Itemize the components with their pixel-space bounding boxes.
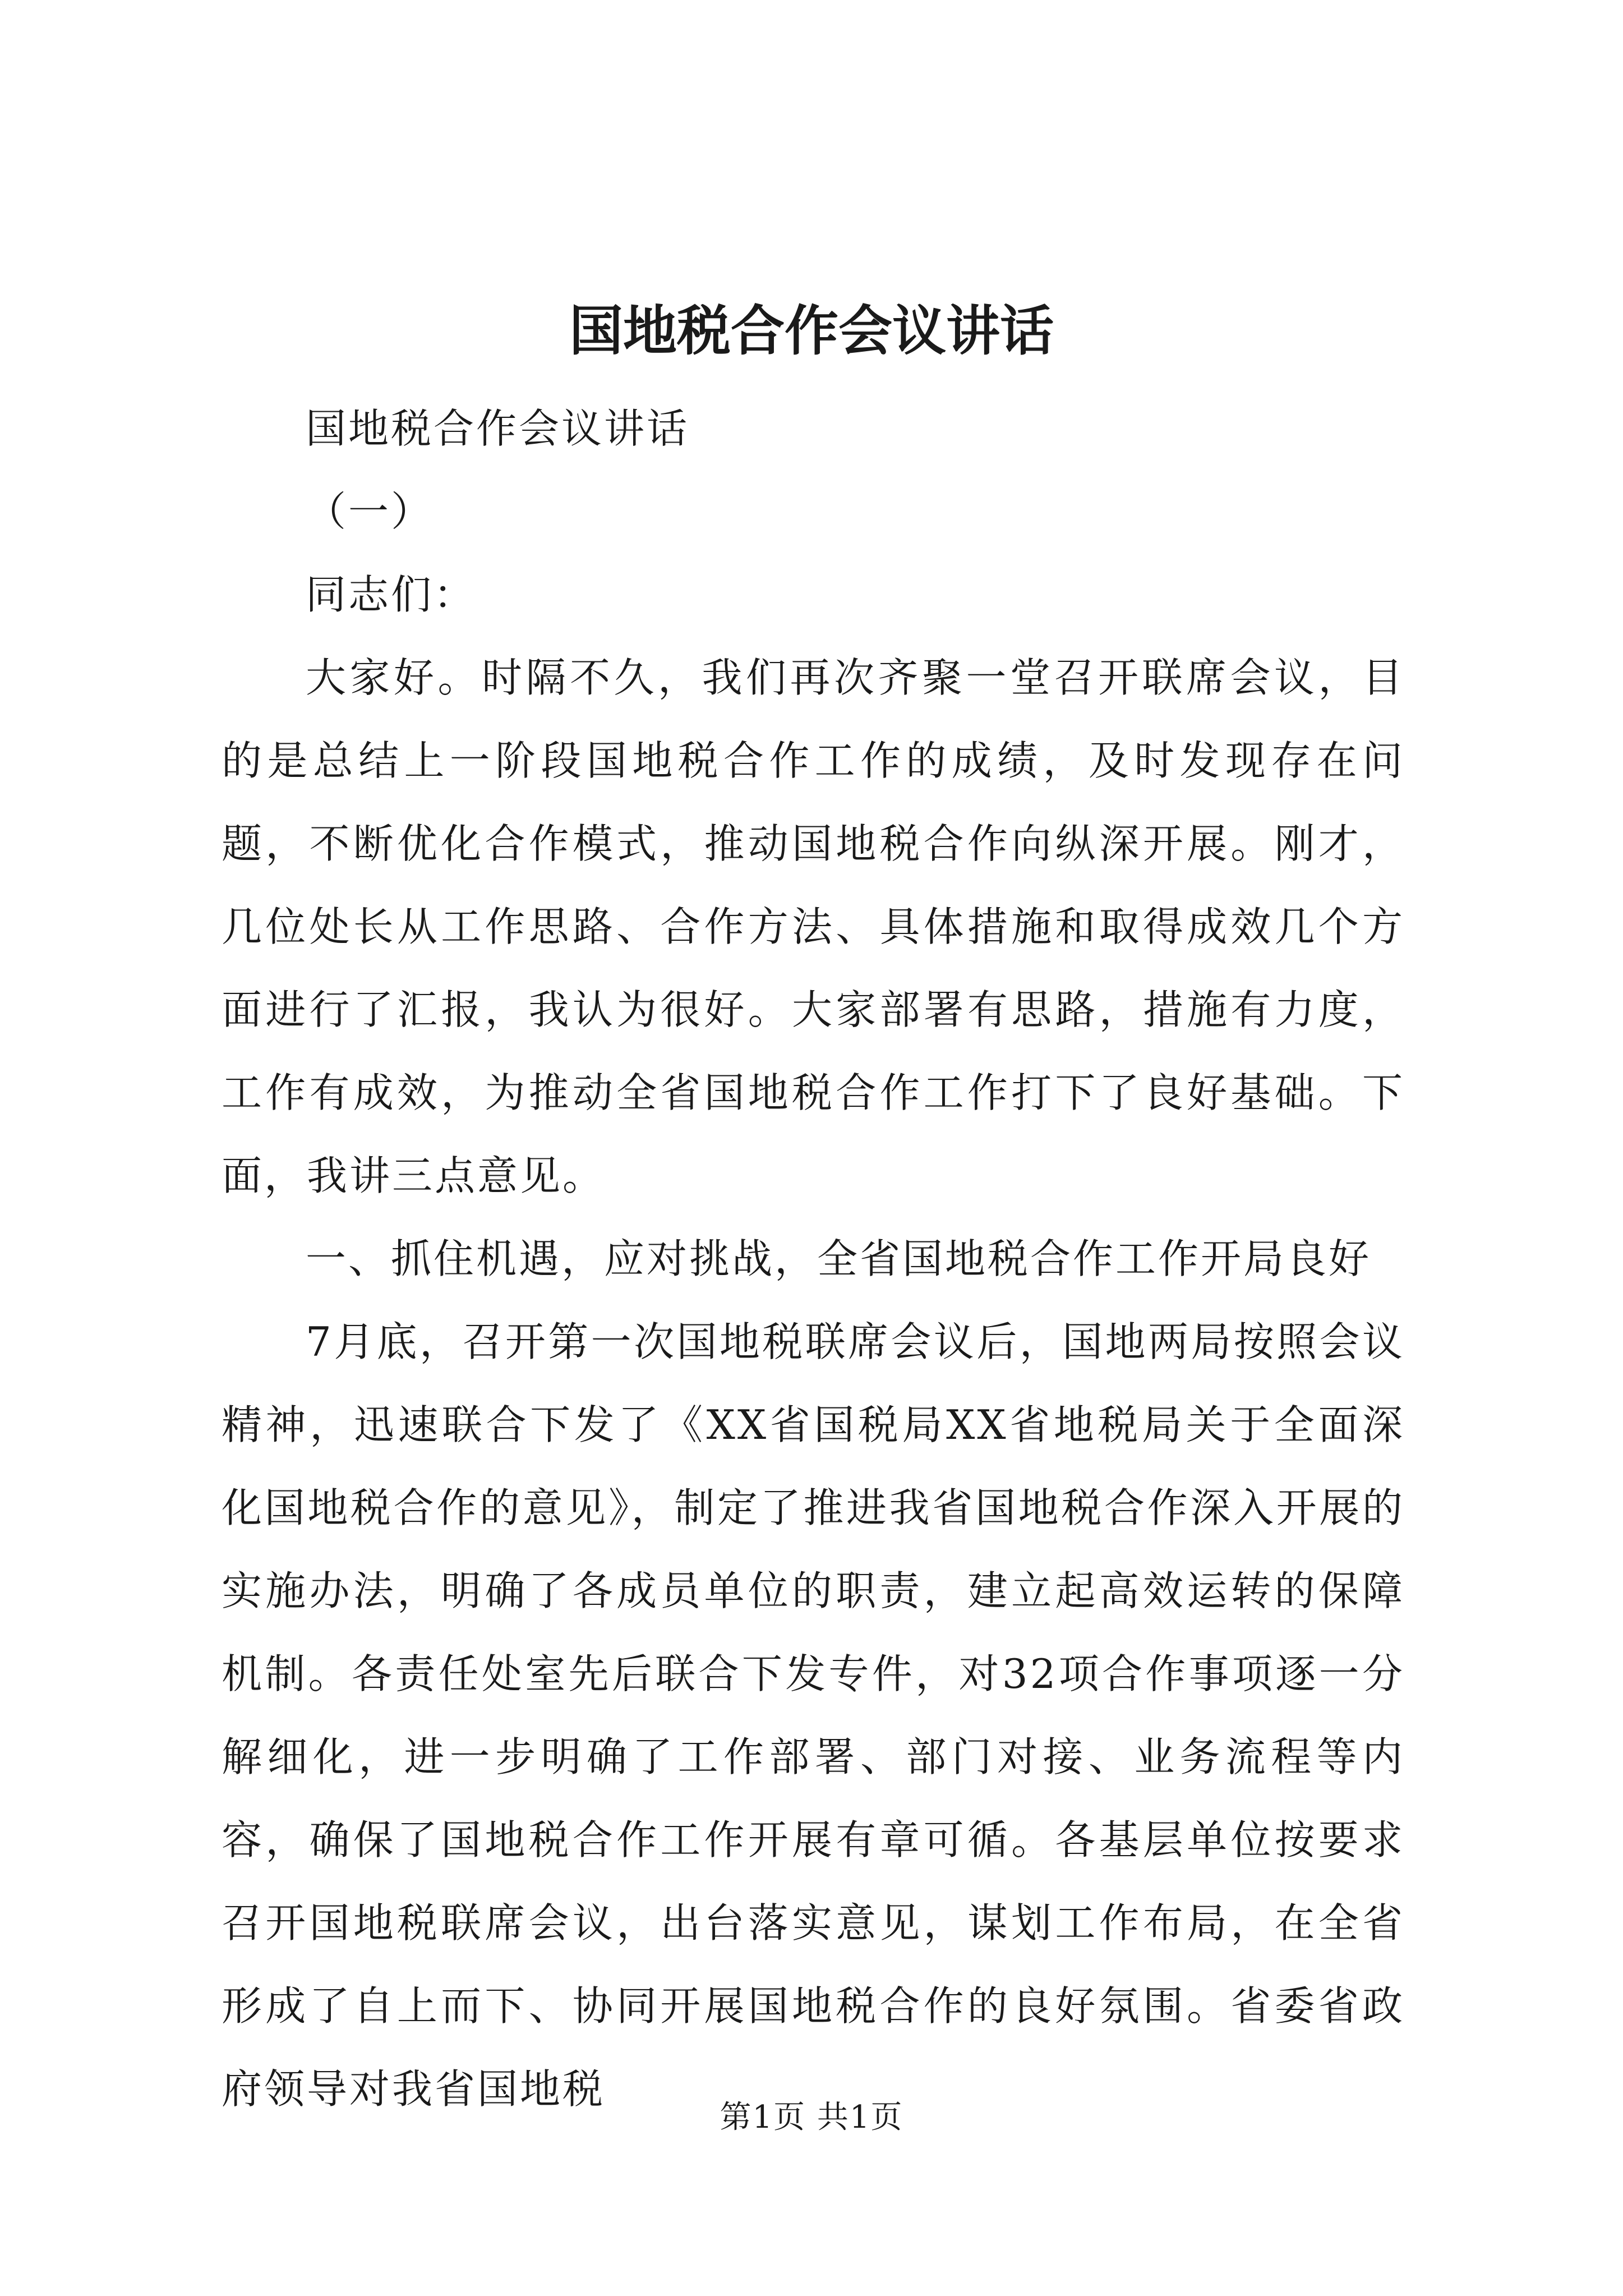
section-heading: 一、抓住机遇，应对挑战，全省国地税合作工作开局良好 [306, 1235, 1372, 1282]
page-footer: 第1页 共1页 [720, 2099, 903, 2136]
document-body [222, 387, 1405, 2131]
section-marker: （一） [306, 488, 434, 535]
document-title: 国地税合作会议讲话 [569, 299, 1054, 362]
paragraph-body: 7月底，召开第一次国地税联席会议后，国地两局按照会议精神，迅速联合下发了《XX省国税局XX省地税局关于全面深化国地税合作的意见》，制定了推进我省国地税合作深入开展的实施办法，明确了各成员单位的职责，建立起高效运转的保障机制。各责任处室先后联合下发专件，对32项合作事项逐一分解细化，进一步明确了工作部署、部门对接、业务流程等内容，确保了国地税合作工作开展有章可循。各基层单位按要求召开国地税联席会议，出台落实意见，谋划工作布局，在全省形成了自上而下、协同开展国地税合作的良好氛围。省委省政府领导对我省国地税 [222, 1318, 1405, 2113]
paragraph-intro: 大家好。时隔不久，我们再次齐聚一堂召开联席会议，目的是总结上一阶段国地税合作工作的成绩，及时发现存在问题，不断优化合作模式，推动国地税合作向纵深开展。刚才，几位处长从工作思路、合作方法、具体措施和取得成效几个方面进行了汇报，我认为很好。大家部署有思路，措施有力度，工作有成效，为推动全省国地税合作工作打下了良好基础。下面，我讲三点意见。 [222, 654, 1405, 1199]
salutation: 同志们： [306, 571, 477, 618]
subtitle: 国地税合作会议讲话 [306, 405, 690, 452]
